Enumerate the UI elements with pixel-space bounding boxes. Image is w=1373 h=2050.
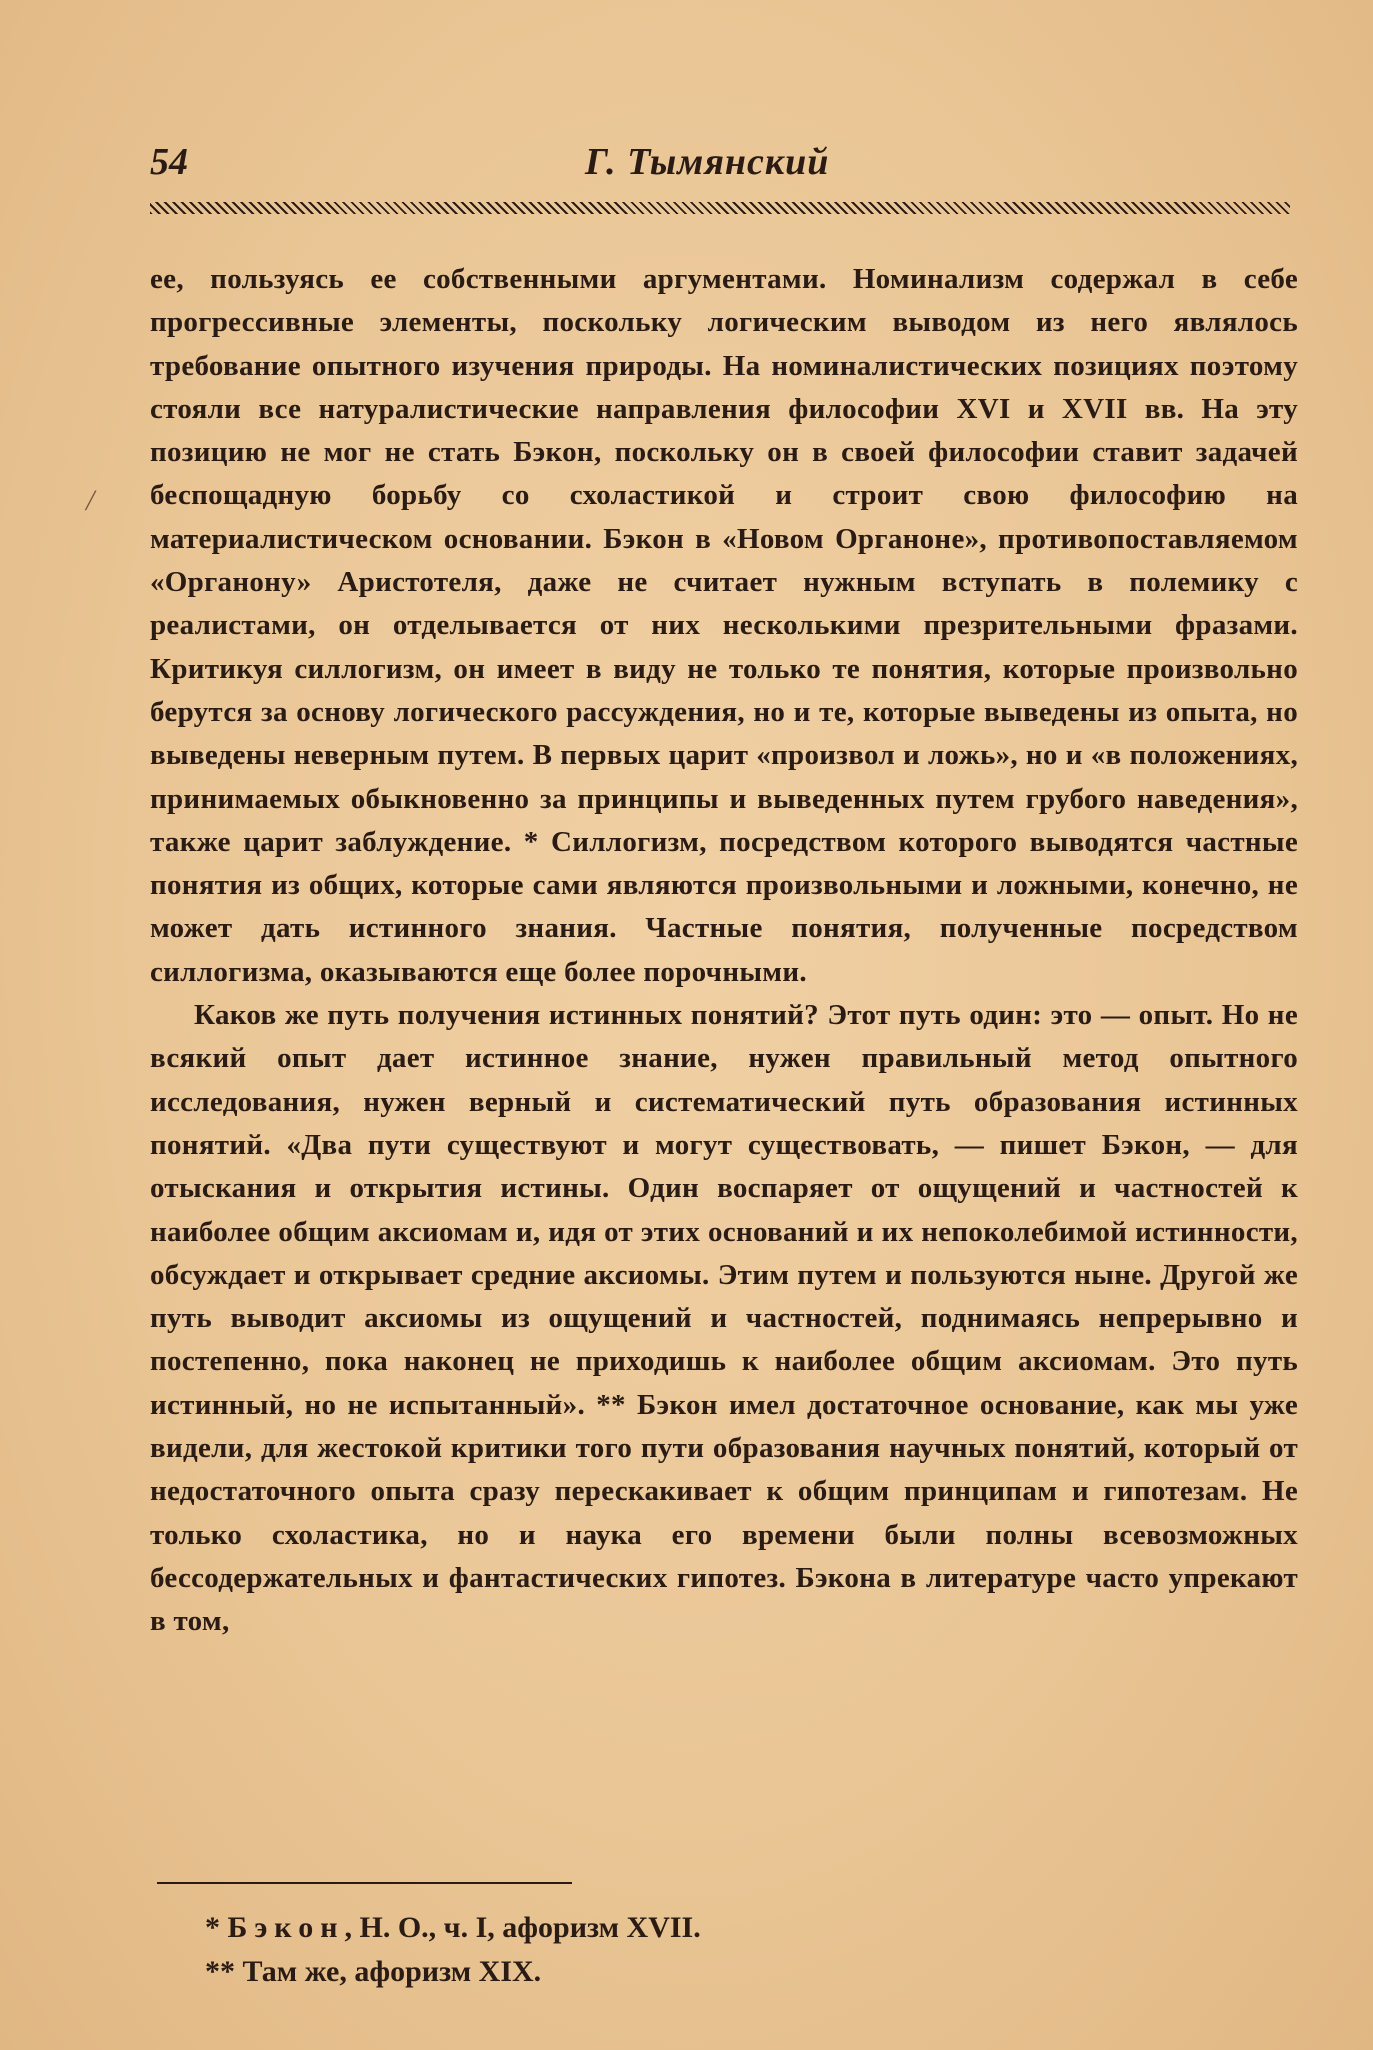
page-header xyxy=(150,140,1290,190)
footnote-2-mark: ** xyxy=(205,1955,243,1988)
footnote-2 xyxy=(205,1950,1205,1994)
footnote-1-text: , Н. О., ч. I, афоризм XVII. xyxy=(344,1911,701,1944)
margin-pencil-mark: / xyxy=(86,484,95,517)
running-head: Г. Тымянский xyxy=(585,141,830,183)
footnotes xyxy=(205,1906,1205,1994)
paragraph-1: ее, пользуясь ее собственными аргументами. Номинализм содержал в себе прогрессивные элементы, поскольку логическим выводом из него являлось требование опытного изучения природы. На номиналистических позициях поэтому стояли все натуралистические направления философии XVI и XVII вв. На эту позицию не мог не стать Бэкон, поскольку он в своей философии ставит задачей беспощадную борьбу со схоластикой и строит свою философию на материалистическом основании. Бэкон в «Новом Органоне», противопоставляемом «Органону» Аристотеля, даже не считает нужным вступать в полемику с реалистами, он отделывается от них несколькими презрительными фразами. Критикуя силлогизм, он имеет в виду не только те понятия, которые произвольно берутся за основу логического рассуждения, но и те, которые выведены из опыта, но выведены неверным путем. В первых царит «произвол и ложь», но и «в положениях, принимаемых обыкновенно за принципы и выведенных путем грубого наведения», также царит заблуждение. * Силлогизм, посредством которого выводятся частные понятия из общих, которые сами являются произвольными и ложными, конечно, не может дать истинного знания. Частные понятия, полученные посредством силлогизма, оказываются еще более порочными. xyxy=(150,263,1298,988)
footnote-2-text: Там же, афоризм XIX. xyxy=(242,1955,542,1988)
footnote-separator xyxy=(157,1882,572,1884)
footnote-1-mark: * xyxy=(205,1911,228,1944)
footnote-1 xyxy=(205,1906,1205,1950)
paragraph-2: Каков же путь получения истинных понятий? Этот путь один: это — опыт. Но не всякий опыт дает истинное знание, нужен правильный метод опытного исследования, нужен верный и систематический путь образования истинных понятий. «Два пути существуют и могут существовать, — пишет Бэкон, — для отыскания и открытия истины. Один воспаряет от ощущений и частностей к наиболее общим аксиомам и, идя от этих оснований и их непоколебимой истинности, обсуждает и открывает средние аксиомы. Этим путем и пользуются ныне. Другой же путь выводит аксиомы из ощущений и частностей, поднимаясь непрерывно и постепенно, пока наконец не приходишь к наиболее общим аксиомам. Это путь истинный, но не испытанный». ** Бэкон имел достаточное основание, как мы уже видели, для жестокой критики того пути образования научных понятий, который от недостаточного опыта сразу перескакивает к общим принципам и гипотезам. Не только схоластика, но и наука его времени были полны всевозможных бессодержательных и фантастических гипотез. Бэкона в литературе часто упрекают в том, xyxy=(150,999,1298,1638)
footnote-1-author: Бэкон xyxy=(227,1911,345,1944)
main-text xyxy=(150,258,1298,1644)
header-ornament-rule xyxy=(150,202,1290,214)
page-number: 54 xyxy=(150,141,188,183)
